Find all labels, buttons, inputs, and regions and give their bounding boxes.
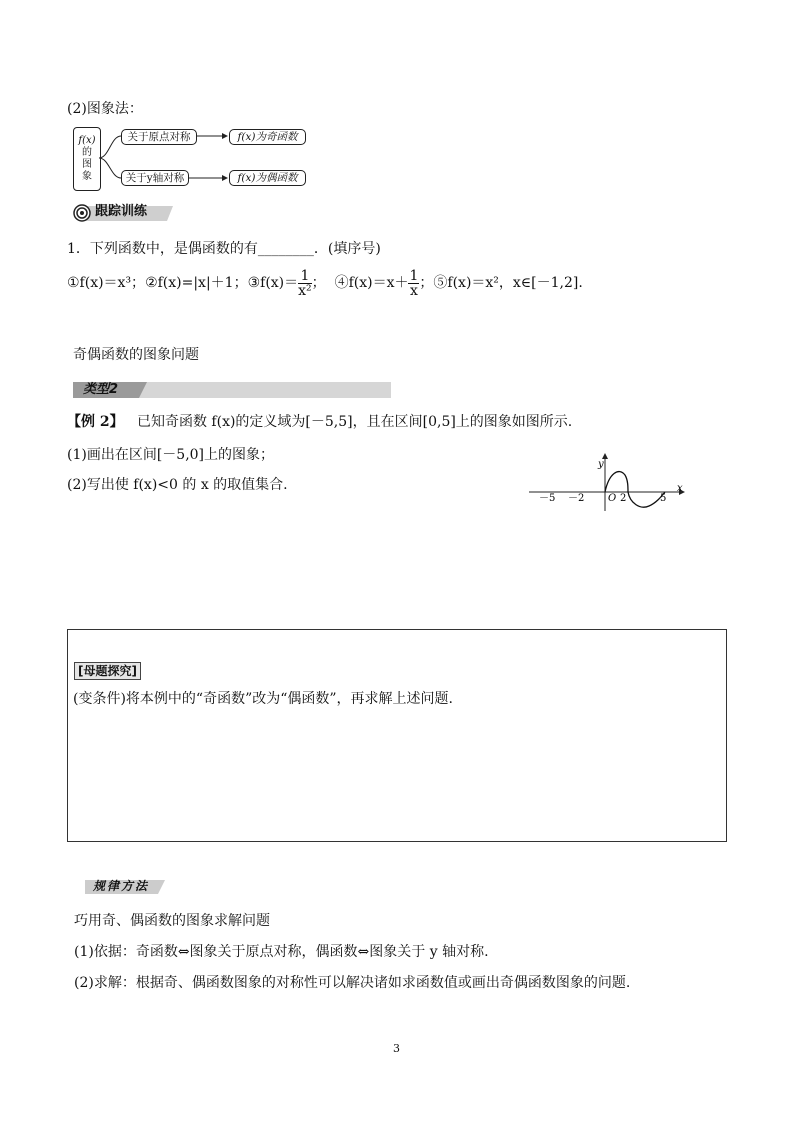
- option-3-lhs: ③f(x)＝: [247, 275, 299, 291]
- method-label: (2)图象法：: [67, 101, 143, 117]
- page-number: 3: [393, 1042, 400, 1055]
- tick-neg5: －5: [539, 493, 556, 504]
- function-graph-box: [73, 127, 101, 191]
- example-part-1: (1)画出在区间[－5,0]上的图象；: [67, 447, 275, 463]
- option-3-fraction: [298, 269, 312, 298]
- type-banner-background: [73, 380, 391, 400]
- training-banner: [73, 203, 173, 221]
- diagram-char-xiang: 象: [82, 171, 92, 182]
- option-3: [247, 267, 326, 299]
- option-5: ⑤f(x)＝x²，x∈[－1,2].: [433, 275, 583, 291]
- method-banner-label: 规律方法: [93, 879, 150, 893]
- option-4-denominator: x: [409, 282, 418, 299]
- summary-point-2: (2)求解：根据奇、偶函数图象的对称性可以解决诸如求函数值或画出奇偶函数图象的问题.: [74, 975, 631, 991]
- option-1: ①f(x)＝x³；: [67, 275, 146, 291]
- method-banner: [85, 877, 165, 895]
- example-tag: 【例 2】: [67, 414, 124, 430]
- question-1-options: [67, 266, 583, 302]
- tick-5: 5: [660, 493, 667, 504]
- option-3-numerator: 1: [298, 269, 312, 284]
- result-even-function: f(x)为偶函数: [229, 170, 306, 186]
- diagram-char-de: 的: [82, 147, 92, 158]
- example-part-2: (2)写出使 f(x)<0 的 x 的取值集合.: [67, 477, 288, 493]
- example-text: 已知奇函数 f(x)的定义域为[－5,5]，且在区间[0,5]上的图象如图所示.: [136, 414, 573, 430]
- option-2: ②f(x)=|x|＋1；: [145, 275, 248, 291]
- option-4-numerator: 1: [409, 267, 419, 284]
- option-3-denominator: x²: [298, 282, 312, 299]
- summary-title: 巧用奇、偶函数的图象求解问题: [74, 913, 270, 929]
- x-axis-label: x: [677, 483, 683, 494]
- option-3-tail: ；: [311, 275, 326, 291]
- option-4-lhs: ④f(x)＝x＋: [334, 275, 409, 291]
- diagram-char-tu: 图: [82, 159, 92, 170]
- option-4: [334, 267, 434, 299]
- explore-tag: [母题探究]: [74, 662, 141, 680]
- condition-origin-symmetry: 关于原点对称: [121, 129, 197, 145]
- diagram-fx: f(x): [78, 135, 96, 146]
- explore-tag-wrap: [74, 660, 141, 680]
- tick-2: 2: [620, 493, 627, 504]
- question-1: [67, 240, 381, 258]
- explore-text: (变条件)将本例中的“奇函数”改为“偶函数”，再求解上述问题.: [73, 691, 454, 707]
- y-axis-label: y: [598, 459, 604, 470]
- origin-label: O: [608, 493, 617, 504]
- summary-point-1: (1)依据：奇函数⇔图象关于原点对称，偶函数⇔图象关于 y 轴对称.: [74, 944, 489, 960]
- option-4-fraction: [408, 269, 419, 298]
- option-4-tail: ；: [419, 275, 434, 291]
- section-title: 奇偶函数的图象问题: [73, 347, 199, 363]
- training-banner-label: 跟踪训练: [95, 204, 148, 219]
- question-1-suffix: ．(填序号): [313, 241, 381, 257]
- result-odd-function: f(x)为奇函数: [229, 129, 306, 145]
- example-2: [67, 413, 572, 431]
- type-banner-label: 类型2: [83, 382, 119, 397]
- function-graph: [527, 451, 687, 513]
- question-1-text: 1．下列函数中，是偶函数的有: [67, 241, 258, 257]
- tick-neg2: －2: [568, 493, 585, 504]
- answer-blank[interactable]: ________: [257, 241, 314, 257]
- condition-y-axis-symmetry: 关于y轴对称: [121, 170, 189, 186]
- target-icon: [73, 204, 91, 222]
- explore-box: [67, 629, 727, 842]
- type-2-banner: [73, 380, 391, 398]
